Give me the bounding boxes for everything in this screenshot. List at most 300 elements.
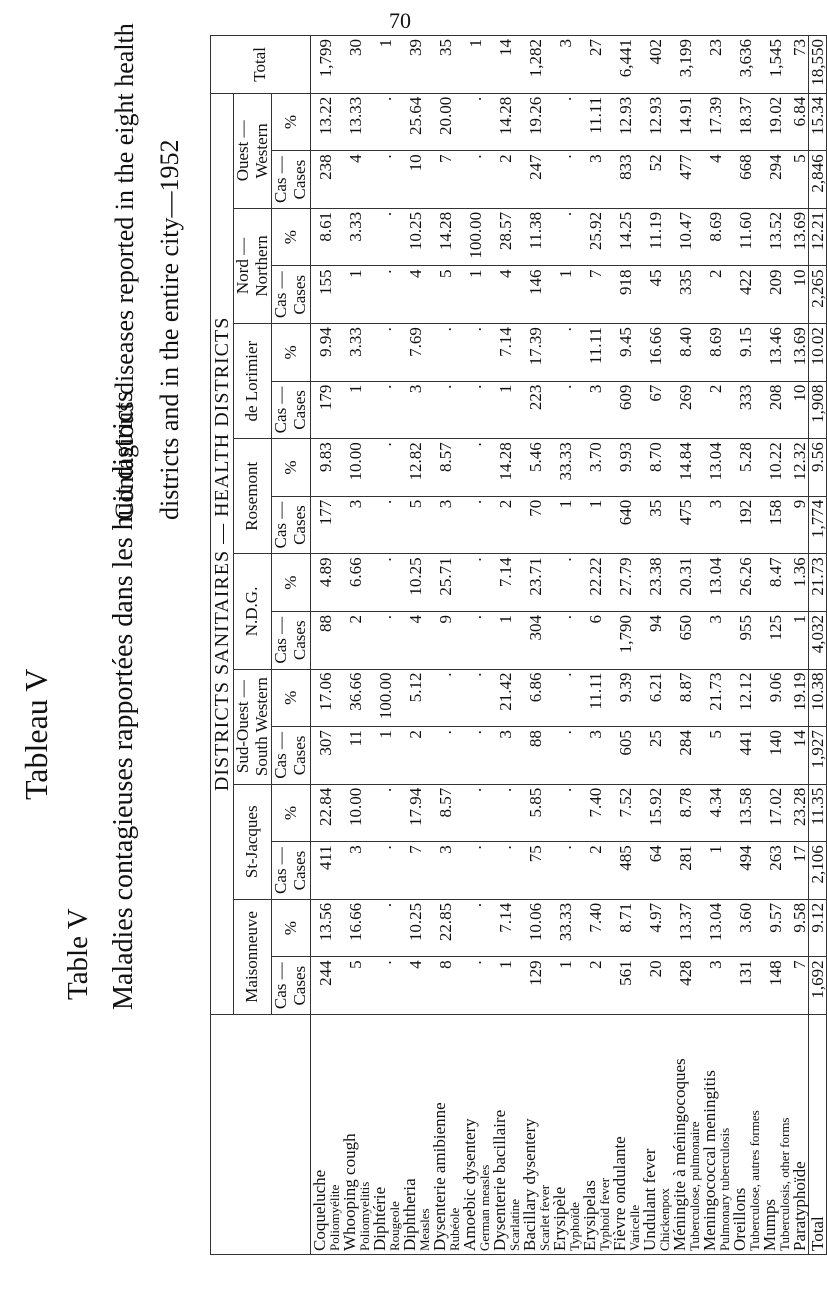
table-cell: .	[461, 669, 491, 727]
table-cell: 146	[521, 266, 551, 324]
table-cell: 23	[701, 36, 731, 94]
table-row	[641, 36, 671, 1255]
table-cell: 4,032	[808, 611, 826, 669]
disease-name: Diphtérie Rougeole	[371, 1015, 401, 1255]
table-cell: 17.06	[310, 669, 341, 727]
table-cell: 23.28	[791, 784, 809, 842]
table-cell: .	[551, 381, 581, 439]
table-cell: 13.22	[310, 93, 341, 151]
table-cell: 7.14	[491, 324, 521, 382]
table-cell: 1,692	[808, 957, 826, 1015]
table-cell: 129	[521, 957, 551, 1015]
table-cell: 27.79	[611, 554, 641, 612]
table-cell: 281	[671, 842, 701, 900]
table-cell: 192	[731, 496, 761, 554]
table-row	[551, 36, 581, 1255]
table-cell: 8.57	[431, 439, 461, 497]
table-cell: .	[461, 611, 491, 669]
table-cell: 244	[310, 957, 341, 1015]
table-cell: 1	[551, 496, 581, 554]
disease-name: Mumps Tuberculosis, other forms	[761, 1015, 791, 1255]
table-cell: 3	[491, 727, 521, 785]
table-cell: 8.57	[431, 784, 461, 842]
title-en-line1: Contagious diseases reported in the eight health	[110, 23, 139, 520]
table-cell: .	[371, 208, 401, 266]
table-cell: 269	[671, 381, 701, 439]
table-cell: .	[431, 669, 461, 727]
table-cell: 263	[761, 842, 791, 900]
table-cell: 7.14	[491, 899, 521, 957]
table-cell: 247	[521, 151, 551, 209]
table-cell: 2	[701, 266, 731, 324]
table-cell: 3	[551, 36, 581, 94]
table-cell: 10.02	[808, 324, 826, 382]
table-cell: 14.28	[431, 208, 461, 266]
table-cell: 307	[310, 727, 341, 785]
table-cell: .	[551, 727, 581, 785]
table-cell: .	[461, 381, 491, 439]
table-cell: 28.57	[491, 208, 521, 266]
title-fr: Tableau V	[18, 668, 54, 800]
pct-subheader: %	[272, 554, 310, 612]
table-cell: 19.26	[521, 93, 551, 151]
table-cell: 14.91	[671, 93, 701, 151]
table-cell: 4.97	[641, 899, 671, 957]
table-cell: 7.14	[491, 554, 521, 612]
table-cell: 9.39	[611, 669, 641, 727]
table-cell: 3	[581, 727, 611, 785]
table-cell: 223	[521, 381, 551, 439]
table-cell: .	[461, 151, 491, 209]
table-cell: 13.58	[731, 784, 761, 842]
cases-subheader: Cas — Cases	[272, 496, 310, 554]
table-cell: 21.42	[491, 669, 521, 727]
table-cell: 25.71	[431, 554, 461, 612]
table-cell: 22.84	[310, 784, 341, 842]
table-cell: 10	[791, 266, 809, 324]
table-cell: .	[461, 439, 491, 497]
disease-name-extra: Rougeole	[386, 1201, 402, 1251]
district-header: de Lorimier	[234, 324, 272, 439]
table-cell: 9.06	[761, 669, 791, 727]
table-cell: 3	[401, 381, 431, 439]
table-cell: 177	[310, 496, 341, 554]
table-cell: 14.28	[491, 439, 521, 497]
table-cell: 441	[731, 727, 761, 785]
table-cell: 1,545	[761, 36, 791, 94]
table-cell: 8.78	[671, 784, 701, 842]
table-cell: 1,790	[611, 611, 641, 669]
table-cell: 2	[701, 381, 731, 439]
table-cell: 4.89	[310, 554, 341, 612]
table-cell: 12.82	[401, 439, 431, 497]
table-cell: 10.22	[761, 439, 791, 497]
table-cell: 9.58	[791, 899, 809, 957]
table-cell: 8	[431, 957, 461, 1015]
table-cell: .	[431, 727, 461, 785]
disease-name-extra: Typhoid fever	[596, 1177, 612, 1251]
table-cell: 8.69	[701, 208, 731, 266]
table-cell: .	[461, 784, 491, 842]
table-cell: .	[551, 842, 581, 900]
table-cell: 7	[401, 842, 431, 900]
table-cell: 100.00	[371, 669, 401, 727]
title-block	[0, 0, 184, 1290]
table-cell: 13.56	[310, 899, 341, 957]
table-cell: 11.19	[641, 208, 671, 266]
table-cell: 21.73	[808, 554, 826, 612]
table-cell: 22.85	[431, 899, 461, 957]
table-cell: 25	[641, 727, 671, 785]
table-cell: 131	[731, 957, 761, 1015]
table-cell: 5	[791, 151, 809, 209]
table-cell: 8.70	[641, 439, 671, 497]
table-row	[611, 36, 641, 1255]
table-cell: 11.38	[521, 208, 551, 266]
table-cell: .	[461, 496, 491, 554]
table-cell: 73	[791, 36, 809, 94]
disease-name-extra: Scarlet fever	[536, 1184, 552, 1251]
table-cell: 5	[431, 266, 461, 324]
table-cell: 8.61	[310, 208, 341, 266]
disease-name: Undulant fever Chickenpox	[641, 1015, 671, 1255]
table-cell: 7.40	[581, 899, 611, 957]
table-cell: 1	[461, 266, 491, 324]
table-cell: 6,441	[611, 36, 641, 94]
disease-name-extra: Tuberculose, autres formes	[746, 1110, 762, 1251]
table-row	[401, 36, 431, 1255]
disease-name-extra: Tuberculose, pulmonaire	[686, 1121, 702, 1251]
table-cell: 10	[791, 381, 809, 439]
table-cell: 158	[761, 496, 791, 554]
table-cell: .	[551, 669, 581, 727]
district-header: Nord — Northern	[234, 208, 272, 323]
table-cell: 12.32	[791, 439, 809, 497]
table-cell: .	[431, 381, 461, 439]
district-header: Rosemont	[234, 439, 272, 554]
table-cell: 9.83	[310, 439, 341, 497]
table-cell: 10.25	[401, 208, 431, 266]
table-cell: 7	[431, 151, 461, 209]
table-cell: 668	[731, 151, 761, 209]
table-cell: 3	[701, 611, 731, 669]
district-header: St-Jacques	[234, 784, 272, 899]
table-cell: 140	[761, 727, 791, 785]
table-cell: 10.25	[401, 554, 431, 612]
table-cell: 4.34	[701, 784, 731, 842]
table-row	[701, 36, 731, 1255]
disease-name: Amoebic dysentery German measles	[461, 1015, 491, 1255]
table-cell: 16.66	[641, 324, 671, 382]
disease-header	[211, 1015, 311, 1255]
table-cell: 1	[461, 36, 491, 94]
table-cell: 13.69	[791, 324, 809, 382]
table-cell: 3.70	[581, 439, 611, 497]
table-cell: 23.71	[521, 554, 551, 612]
table-cell: 1	[791, 611, 809, 669]
table-cell: 3	[341, 496, 371, 554]
table-cell: 52	[641, 151, 671, 209]
table-cell: 294	[761, 151, 791, 209]
disease-name-extra: Poliomyelitis	[356, 1181, 372, 1251]
table-cell: 238	[310, 151, 341, 209]
table-cell: .	[551, 208, 581, 266]
table-cell: 14	[491, 36, 521, 94]
table-cell: 25.64	[401, 93, 431, 151]
table-cell: 10.47	[671, 208, 701, 266]
table-cell: 3	[431, 842, 461, 900]
table-cell: 94	[641, 611, 671, 669]
table-cell: 7	[581, 266, 611, 324]
table-cell: 411	[310, 842, 341, 900]
disease-name: Bacillary dysentery Scarlet fever	[521, 1015, 551, 1255]
pct-subheader: %	[272, 669, 310, 727]
table-cell: .	[551, 151, 581, 209]
table-cell: 19.02	[761, 93, 791, 151]
disease-name: Erysipelas Typhoid fever	[581, 1015, 611, 1255]
table-cell: 5	[401, 496, 431, 554]
table-cell: 918	[611, 266, 641, 324]
district-header: N.D.G.	[234, 554, 272, 669]
table-cell: 14.84	[671, 439, 701, 497]
table-cell: 3	[581, 381, 611, 439]
table-cell: 9.57	[761, 899, 791, 957]
pct-subheader: %	[272, 439, 310, 497]
table-cell: 209	[761, 266, 791, 324]
disease-name: Dysenterie bacillaire Scarlatine	[491, 1015, 521, 1255]
cases-subheader: Cas — Cases	[272, 842, 310, 900]
table-cell: 4	[401, 611, 431, 669]
table-cell: .	[371, 784, 401, 842]
pct-subheader: %	[272, 93, 310, 151]
table-cell: 70	[521, 496, 551, 554]
table-cell: 3.60	[731, 899, 761, 957]
table-cell: 17.39	[521, 324, 551, 382]
table-cell: 1	[371, 36, 401, 94]
district-header: Maisonneuve	[234, 899, 272, 1014]
table-cell: 14.25	[611, 208, 641, 266]
table-row	[761, 36, 791, 1255]
table-cell: 640	[611, 496, 641, 554]
table-cell: 20.31	[671, 554, 701, 612]
table-cell: 208	[761, 381, 791, 439]
table-cell: .	[371, 151, 401, 209]
table-cell: .	[461, 842, 491, 900]
table-cell: 4	[491, 266, 521, 324]
table-cell: 422	[731, 266, 761, 324]
table-row	[491, 36, 521, 1255]
table-cell: 494	[731, 842, 761, 900]
title-en-line2: districts and in the entire city—1952	[155, 139, 184, 520]
cases-subheader: Cas — Cases	[272, 266, 310, 324]
table-cell: 1,799	[310, 36, 341, 94]
table-cell: 20.00	[431, 93, 461, 151]
table-cell: 100.00	[461, 208, 491, 266]
table-cell: 650	[671, 611, 701, 669]
table-cell: 35	[641, 496, 671, 554]
table-cell: 10.38	[808, 669, 826, 727]
table-cell: 15.34	[808, 93, 826, 151]
table-cell: 955	[731, 611, 761, 669]
table-cell: 4	[401, 266, 431, 324]
table-cell: 5.12	[401, 669, 431, 727]
table-cell: 2,846	[808, 151, 826, 209]
table-row	[371, 36, 401, 1255]
table-cell: 35	[431, 36, 461, 94]
table-cell: 2	[581, 842, 611, 900]
table-cell: 12.93	[611, 93, 641, 151]
table-cell: 10	[401, 151, 431, 209]
table-cell: 10.00	[341, 784, 371, 842]
disease-table-wrapper	[210, 35, 827, 1255]
table-cell: 17.94	[401, 784, 431, 842]
table-cell: 27	[581, 36, 611, 94]
table-cell: 25.92	[581, 208, 611, 266]
table-cell: .	[551, 324, 581, 382]
disease-name: Oreillons Tuberculose, autres formes	[731, 1015, 761, 1255]
table-cell: 333	[731, 381, 761, 439]
table-row	[581, 36, 611, 1255]
table-cell: 2	[341, 611, 371, 669]
table-cell: 1	[341, 266, 371, 324]
table-cell: 3.33	[341, 208, 371, 266]
table-cell: .	[461, 957, 491, 1015]
table-cell: 23.38	[641, 554, 671, 612]
table-cell: .	[371, 439, 401, 497]
table-cell: 5	[701, 727, 731, 785]
table-cell: .	[371, 381, 401, 439]
disease-name-extra: Varicelle	[626, 1204, 642, 1251]
table-cell: 75	[521, 842, 551, 900]
table-cell: 11.11	[581, 324, 611, 382]
table-cell: .	[461, 899, 491, 957]
disease-name: Whooping cough Poliomyelitis	[341, 1015, 371, 1255]
table-cell: 2	[581, 957, 611, 1015]
table-cell: 5.28	[731, 439, 761, 497]
table-cell: 16.66	[341, 899, 371, 957]
table-cell: 3,636	[731, 36, 761, 94]
table-cell: 3	[341, 842, 371, 900]
table-cell: 20	[641, 957, 671, 1015]
disease-name-extra: German measles	[476, 1164, 492, 1251]
table-cell: 125	[761, 611, 791, 669]
table-cell: 13.46	[761, 324, 791, 382]
table-cell: 36.66	[341, 669, 371, 727]
table-cell: .	[371, 899, 401, 957]
table-cell: .	[491, 784, 521, 842]
disease-name: Meningococcal meningitis Pulmonary tuberculosis	[701, 1015, 731, 1255]
table-cell: 5	[341, 957, 371, 1015]
table-cell: .	[371, 554, 401, 612]
disease-name-extra: Chickenpox	[656, 1188, 672, 1251]
disease-name: Total	[808, 1015, 826, 1255]
table-cell: 1,282	[521, 36, 551, 94]
table-cell: 21.73	[701, 669, 731, 727]
table-cell: 2	[491, 496, 521, 554]
table-cell: .	[371, 93, 401, 151]
table-cell: 12.21	[808, 208, 826, 266]
disease-name: Diphtheria Measles	[401, 1015, 431, 1255]
table-cell: 148	[761, 957, 791, 1015]
table-cell: 284	[671, 727, 701, 785]
table-cell: 11.60	[731, 208, 761, 266]
table-cell: 9.12	[808, 899, 826, 957]
table-cell: 1	[491, 957, 521, 1015]
table-cell: 26.26	[731, 554, 761, 612]
table-cell: 19.19	[791, 669, 809, 727]
disease-name: Méningite à méningocoques Tuberculose, pulmonaire	[671, 1015, 701, 1255]
disease-name: Erysipèle Typhoïde	[551, 1015, 581, 1255]
table-cell: 179	[310, 381, 341, 439]
table-row	[671, 36, 701, 1255]
table-cell: .	[491, 842, 521, 900]
table-cell: 6.66	[341, 554, 371, 612]
table-cell: 304	[521, 611, 551, 669]
table-cell: .	[551, 93, 581, 151]
table-cell: 6.86	[521, 669, 551, 727]
table-cell: 3,199	[671, 36, 701, 94]
table-cell: 605	[611, 727, 641, 785]
table-cell: 9.94	[310, 324, 341, 382]
table-cell: 2	[401, 727, 431, 785]
disease-name-extra: Rubéole	[446, 1207, 462, 1251]
table-cell: .	[461, 554, 491, 612]
table-cell: 1,908	[808, 381, 826, 439]
table-cell: .	[461, 727, 491, 785]
table-cell: 1.36	[791, 554, 809, 612]
table-row	[731, 36, 761, 1255]
table-cell: 485	[611, 842, 641, 900]
table-row	[808, 36, 826, 1255]
disease-name: Fièvre ondulante Varicelle	[611, 1015, 641, 1255]
district-header: Sud-Ouest — South Western	[234, 669, 272, 784]
table-cell: .	[551, 554, 581, 612]
table-row	[521, 36, 551, 1255]
table-cell: 17.39	[701, 93, 731, 151]
disease-name-extra: Measles	[416, 1208, 432, 1251]
table-cell: 13.04	[701, 439, 731, 497]
table-cell: 7.52	[611, 784, 641, 842]
table-cell: 13.33	[341, 93, 371, 151]
table-cell: 475	[671, 496, 701, 554]
table-cell: 6.84	[791, 93, 809, 151]
table-cell: 18,550	[808, 36, 826, 94]
table-cell: 17.02	[761, 784, 791, 842]
total-header: Total	[211, 36, 311, 94]
table-cell: 2,106	[808, 842, 826, 900]
table-cell: 1,774	[808, 496, 826, 554]
table-cell: 3	[431, 496, 461, 554]
table-cell: 4	[401, 957, 431, 1015]
table-cell: 39	[401, 36, 431, 94]
table-row	[341, 36, 371, 1255]
table-cell: 88	[310, 611, 341, 669]
table-cell: 5.46	[521, 439, 551, 497]
table-cell: 8.69	[701, 324, 731, 382]
disease-name-extra: Typhoïde	[566, 1202, 582, 1251]
table-cell: 18.37	[731, 93, 761, 151]
table-body	[310, 36, 826, 1255]
pct-subheader: %	[272, 784, 310, 842]
table-cell: .	[371, 842, 401, 900]
disease-name-extra: Pulmonary tuberculosis	[716, 1127, 732, 1251]
table-cell: 2,265	[808, 266, 826, 324]
table-row	[791, 36, 809, 1255]
cases-subheader: Cas — Cases	[272, 727, 310, 785]
table-cell: 402	[641, 36, 671, 94]
table-cell: 428	[671, 957, 701, 1015]
table-cell: 45	[641, 266, 671, 324]
